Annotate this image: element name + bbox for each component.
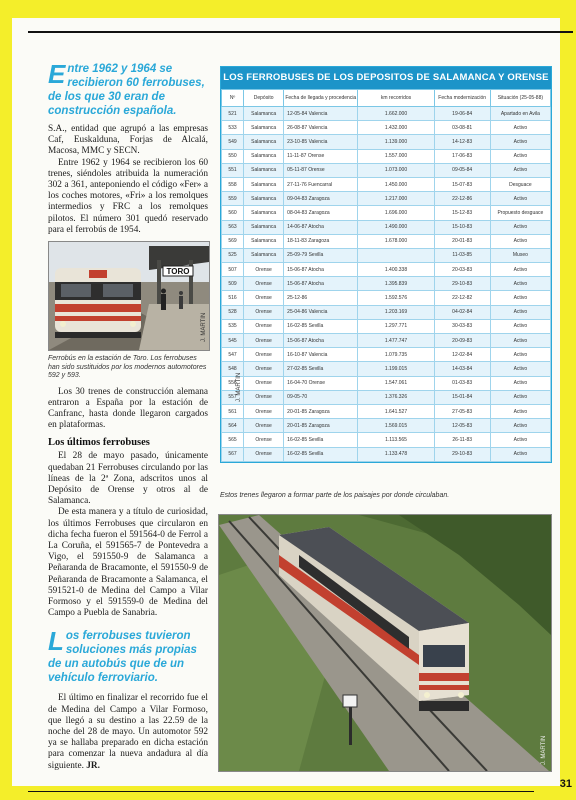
table-cell: 1.696.000	[358, 206, 434, 220]
table-cell: 557	[222, 390, 244, 404]
toro-station-image	[49, 242, 209, 350]
table-cell: 550	[222, 149, 244, 163]
table-cell: 528	[222, 305, 244, 319]
table-cell: 558	[222, 177, 244, 191]
table-cell: 26-11-83	[434, 433, 490, 447]
table-cell: 20-09-83	[434, 334, 490, 348]
table-body	[222, 107, 551, 462]
table-cell: 17-06-83	[434, 149, 490, 163]
left-column	[48, 59, 208, 772]
table-cell: 14-03-84	[434, 362, 490, 376]
table-cell: 15-06-87 Atocha	[284, 334, 358, 348]
table-cell: 16-02-85 Sevilla	[284, 319, 358, 333]
table-cell: Activo	[490, 305, 550, 319]
table-cell: 509	[222, 277, 244, 291]
table-cell: 22-12-82	[434, 291, 490, 305]
table-row	[222, 121, 551, 135]
table-cell: 20-01-85 Zaragoza	[284, 419, 358, 433]
table-side-credit: J. MARTIN	[236, 372, 242, 402]
table-cell: 565	[222, 433, 244, 447]
table-cell: Activo	[490, 135, 550, 149]
table-cell: 15-06-87 Atocha	[284, 277, 358, 291]
table-header-row	[222, 90, 551, 107]
paragraph: S.A., entidad que agrupó a las empresas Caf, Euskalduna, Forjas de Alcalá, Macosa, MMC y SECN.	[48, 124, 208, 157]
table-cell: 516	[222, 291, 244, 305]
photo-credit: J. MARTIN	[201, 312, 207, 343]
table-cell: 20-01-85 Zaragoza	[284, 404, 358, 418]
table-cell: 12-05-83	[434, 419, 490, 433]
table-cell: 1.557.000	[358, 149, 434, 163]
table-cell	[358, 248, 434, 262]
table-cell: 521	[222, 107, 244, 121]
table-cell: Salamanca	[244, 121, 284, 135]
table-cell: Salamanca	[244, 107, 284, 121]
table-cell: 569	[222, 234, 244, 248]
table-cell: 1.079.735	[358, 348, 434, 362]
table-cell: 18-11-83 Zaragoza	[284, 234, 358, 248]
table-cell: 567	[222, 447, 244, 461]
table-cell: 03-08-81	[434, 121, 490, 135]
table-cell: Orense	[244, 433, 284, 447]
table-cell: 01-03-83	[434, 376, 490, 390]
table-cell: 1.133.478	[358, 447, 434, 461]
table-cell: Propuesto desguace	[490, 206, 550, 220]
table-cell: 561	[222, 404, 244, 418]
table-cell: Apartado en Avila	[490, 107, 550, 121]
table-cell: 559	[222, 192, 244, 206]
table-cell: Activo	[490, 419, 550, 433]
table-row	[222, 263, 551, 277]
table-cell: 533	[222, 121, 244, 135]
table-cell: 564	[222, 419, 244, 433]
table-cell: 08-04-83 Zaragoza	[284, 206, 358, 220]
table-cell: Salamanca	[244, 206, 284, 220]
table-row	[222, 447, 551, 461]
table-cell: 14-06-87 Atocha	[284, 220, 358, 234]
yellow-side-band	[560, 0, 576, 800]
table-cell: 1.113.565	[358, 433, 434, 447]
table-cell: Salamanca	[244, 177, 284, 191]
table-cell: 1.450.000	[358, 177, 434, 191]
table-cell: Activo	[490, 376, 550, 390]
table-cell: 29-10-83	[434, 277, 490, 291]
pull-drop-letter: E	[48, 59, 66, 89]
table-cell: 560	[222, 206, 244, 220]
table-row	[222, 404, 551, 418]
table-row	[222, 319, 551, 333]
table-cell: Activo	[490, 163, 550, 177]
table-cell: 05-11-87 Orense	[284, 163, 358, 177]
table-row	[222, 277, 551, 291]
pull-drop-letter: L	[48, 626, 64, 657]
paragraph-final	[48, 693, 208, 771]
table-cell: 16-02-85 Sevilla	[284, 447, 358, 461]
table-row	[222, 220, 551, 234]
paragraph: Los 30 trenes de construcción alemana entraron a España por la estación de Canfranc, hasta donde llegaron cargados en plataformas.	[48, 386, 208, 431]
station-sign-text: TORO	[166, 267, 190, 277]
table-cell: 1.432.000	[358, 121, 434, 135]
table-cell: Orense	[244, 334, 284, 348]
table-cell: Orense	[244, 263, 284, 277]
table-cell: Activo	[490, 447, 550, 461]
photo-train-landscape	[218, 514, 552, 772]
table-cell: 548	[222, 362, 244, 376]
table-cell: 547	[222, 348, 244, 362]
table-cell: 15-06-87 Atocha	[284, 263, 358, 277]
photo2-credit: J. MARTIN	[541, 735, 547, 765]
col-header: Depósito	[244, 90, 284, 107]
table-row	[222, 334, 551, 348]
table-cell: 14-12-83	[434, 135, 490, 149]
paragraph-text: El último en finalizar el recorrido fue el de Medina del Campo a Vilar Formoso, que llegó a su destino a las 22.59 de la noche del 28 de mayo. Un automotor 592 ya se hallaba preparado en dicha estación para comenzar la nueva andadura al día siguiente.	[48, 693, 208, 771]
table-cell: 1.490.000	[358, 220, 434, 234]
table-cell: Orense	[244, 376, 284, 390]
table-cell: Activo	[490, 348, 550, 362]
table-cell: 549	[222, 135, 244, 149]
table-cell: Activo	[490, 334, 550, 348]
table-cell: Desguace	[490, 177, 550, 191]
table-cell: Orense	[244, 291, 284, 305]
table-cell: Salamanca	[244, 248, 284, 262]
table-cell: 507	[222, 263, 244, 277]
table-cell: Orense	[244, 447, 284, 461]
table-cell: 1.477.747	[358, 334, 434, 348]
table-cell: Salamanca	[244, 149, 284, 163]
table-cell: 551	[222, 163, 244, 177]
table-row	[222, 348, 551, 362]
table-cell: 563	[222, 220, 244, 234]
table-cell: 1.073.000	[358, 163, 434, 177]
table-cell: Salamanca	[244, 220, 284, 234]
table-cell: 556	[222, 376, 244, 390]
table-cell: 545	[222, 334, 244, 348]
ferrobuses-table	[220, 66, 552, 463]
table-cell: 12-02-84	[434, 348, 490, 362]
table-cell: Orense	[244, 404, 284, 418]
photo-toro-station	[48, 241, 210, 351]
table-cell: 29-10-83	[434, 447, 490, 461]
table-row	[222, 305, 551, 319]
table-cell: 1.297.771	[358, 319, 434, 333]
table-cell: 20-03-83	[434, 263, 490, 277]
table-cell: Activo	[490, 433, 550, 447]
table-cell: 15-01-84	[434, 390, 490, 404]
table-cell: 09-05-70	[284, 390, 358, 404]
table-cell: 09-05-84	[434, 163, 490, 177]
table-cell: 1.592.576	[358, 291, 434, 305]
table-row	[222, 192, 551, 206]
table-cell: 23-10-85 Valencia	[284, 135, 358, 149]
table-cell: 1.547.061	[358, 376, 434, 390]
table-cell: Activo	[490, 234, 550, 248]
table-cell: Orense	[244, 390, 284, 404]
table-row	[222, 206, 551, 220]
table-cell: 30-03-83	[434, 319, 490, 333]
table-cell: Salamanca	[244, 234, 284, 248]
table-cell: Activo	[490, 220, 550, 234]
table-cell: 1.400.338	[358, 263, 434, 277]
table-cell: 22-12-86	[434, 192, 490, 206]
table-cell: 04-02-84	[434, 305, 490, 319]
table-cell: Orense	[244, 319, 284, 333]
table-row	[222, 149, 551, 163]
table-cell: Activo	[490, 121, 550, 135]
table-row	[222, 362, 551, 376]
table-cell: 1.641.527	[358, 404, 434, 418]
col-header: Fecha de llegada y procedencia	[284, 90, 358, 107]
paragraph: El 28 de mayo pasado, únicamente quedaban 21 Ferrobuses circulando por las líneas de la 2ª Zona, adscritos unos al Depósito de Orense y otros al de Salamanca.	[48, 451, 208, 507]
table-cell: 15-07-83	[434, 177, 490, 191]
table-cell: 1.203.169	[358, 305, 434, 319]
col-header: Fecha modernización	[434, 90, 490, 107]
table-cell: 12-05-84 Valencia	[284, 107, 358, 121]
table-title: LOS FERROBUSES DE LOS DEPOSITOS DE SALAMANCA Y ORENSE	[221, 67, 551, 89]
table-cell: Orense	[244, 277, 284, 291]
table-cell: Salamanca	[244, 192, 284, 206]
table-cell: Activo	[490, 263, 550, 277]
table-grid	[221, 89, 551, 462]
table-cell: 27-05-83	[434, 404, 490, 418]
table-row	[222, 433, 551, 447]
table-row	[222, 163, 551, 177]
table-cell: Activo	[490, 319, 550, 333]
table-cell: 27-11-76 Fuencarral	[284, 177, 358, 191]
yellow-top-band	[0, 0, 560, 18]
bottom-rule	[28, 791, 534, 792]
table-cell: Activo	[490, 404, 550, 418]
table-cell: Activo	[490, 277, 550, 291]
table-cell: 19-06-84	[434, 107, 490, 121]
table-cell: Orense	[244, 362, 284, 376]
table-cell: 1.569.015	[358, 419, 434, 433]
table-cell: 1.217.000	[358, 192, 434, 206]
photo-caption: Ferrobús en la estación de Toro. Los ferrobuses han sido sustituidos por los modernos automotores 592 y 593.	[48, 355, 207, 380]
paragraph: Entre 1962 y 1964 se recibieron los 60 trenes, siéndoles atribuida la numeración 302 a 361, anteponiendo el código «Fer» a los coches motores, «Fri» a los remolques intermedios y FRC a los remolques pilotos. El número 301 quedó reservado para el ferrobús de 1954.	[48, 157, 208, 235]
second-pull-quote	[48, 626, 208, 685]
table-cell: 27-02-85 Sevilla	[284, 362, 358, 376]
table-cell: 25-12-86	[284, 291, 358, 305]
table-cell: 1.139.000	[358, 135, 434, 149]
table-cell: 11-11-87 Orense	[284, 149, 358, 163]
table-cell: Salamanca	[244, 163, 284, 177]
table-cell: Activo	[490, 362, 550, 376]
table-row	[222, 234, 551, 248]
table-cell: Activo	[490, 149, 550, 163]
table-row	[222, 177, 551, 191]
col-header: Situación (25-05-88)	[490, 90, 550, 107]
table-row	[222, 107, 551, 121]
author-signature: JR.	[86, 760, 100, 771]
table-row	[222, 248, 551, 262]
table-cell: 25-09-79 Sevilla	[284, 248, 358, 262]
table-cell: 09-04-83 Zaragoza	[284, 192, 358, 206]
table-cell: Salamanca	[244, 135, 284, 149]
page-number: 31	[559, 778, 572, 790]
table-row	[222, 390, 551, 404]
paragraph: De esta manera y a título de curiosidad, los últimos Ferrobuses que circularon en dicha fecha fueron el 591564-0 de Ferrol a La Coruña, el 591565-7 de Pontevedra a Vigo, el 591550-9 de Salamanca a Peñaranda de Bracamonte, el 591550-9 de Peñaranda de Bracamonte a Salamanca, el 591521-0 de Medina del Campo a Vilar Formoso y el 591559-0 de Medina del Campo a Puebla de Sanabria.	[48, 507, 208, 619]
train-landscape-image	[219, 515, 551, 771]
table-cell: 16-04-70 Orense	[284, 376, 358, 390]
table-cell: Activo	[490, 390, 550, 404]
table-cell: 16-02-85 Sevilla	[284, 433, 358, 447]
table-row	[222, 291, 551, 305]
top-rule	[28, 31, 573, 33]
table-cell: 20-01-83	[434, 234, 490, 248]
table-cell: 1.395.839	[358, 277, 434, 291]
table-cell: Activo	[490, 291, 550, 305]
table-cell: 15-10-83	[434, 220, 490, 234]
table-cell: 1.678.000	[358, 234, 434, 248]
table-cell: 535	[222, 319, 244, 333]
table-cell: Orense	[244, 419, 284, 433]
table-cell: 16-10-87 Valencia	[284, 348, 358, 362]
table-cell: 25-04-86 Valencia	[284, 305, 358, 319]
table-cell: 1.662.000	[358, 107, 434, 121]
col-header: Nº	[222, 90, 244, 107]
table-cell: 1.376.326	[358, 390, 434, 404]
pull-text: os ferrobuses tuvieron soluciones más propias de un autobús que de un vehículo ferroviario.	[48, 630, 197, 685]
col-header: km recorridos	[358, 90, 434, 107]
table-cell: Activo	[490, 192, 550, 206]
photo2-caption: Estos trenes llegaron a formar parte de los paisajes por donde circulaban.	[220, 492, 450, 499]
table-cell: Orense	[244, 305, 284, 319]
table-row	[222, 376, 551, 390]
subheading: Los últimos ferrobuses	[48, 437, 150, 449]
table-row	[222, 419, 551, 433]
table-cell: 11-03-85	[434, 248, 490, 262]
pull-text: ntre 1962 y 1964 se recibieron 60 ferrobuses, de los que 30 eran de construcción española.	[48, 63, 205, 117]
table-cell: 26-08-87 Valencia	[284, 121, 358, 135]
table-cell: 525	[222, 248, 244, 262]
table-cell: 1.199.015	[358, 362, 434, 376]
intro-pull-quote	[48, 59, 208, 118]
table-cell: Museo	[490, 248, 550, 262]
table-row	[222, 135, 551, 149]
table-cell: 15-12-83	[434, 206, 490, 220]
table-cell: Orense	[244, 348, 284, 362]
